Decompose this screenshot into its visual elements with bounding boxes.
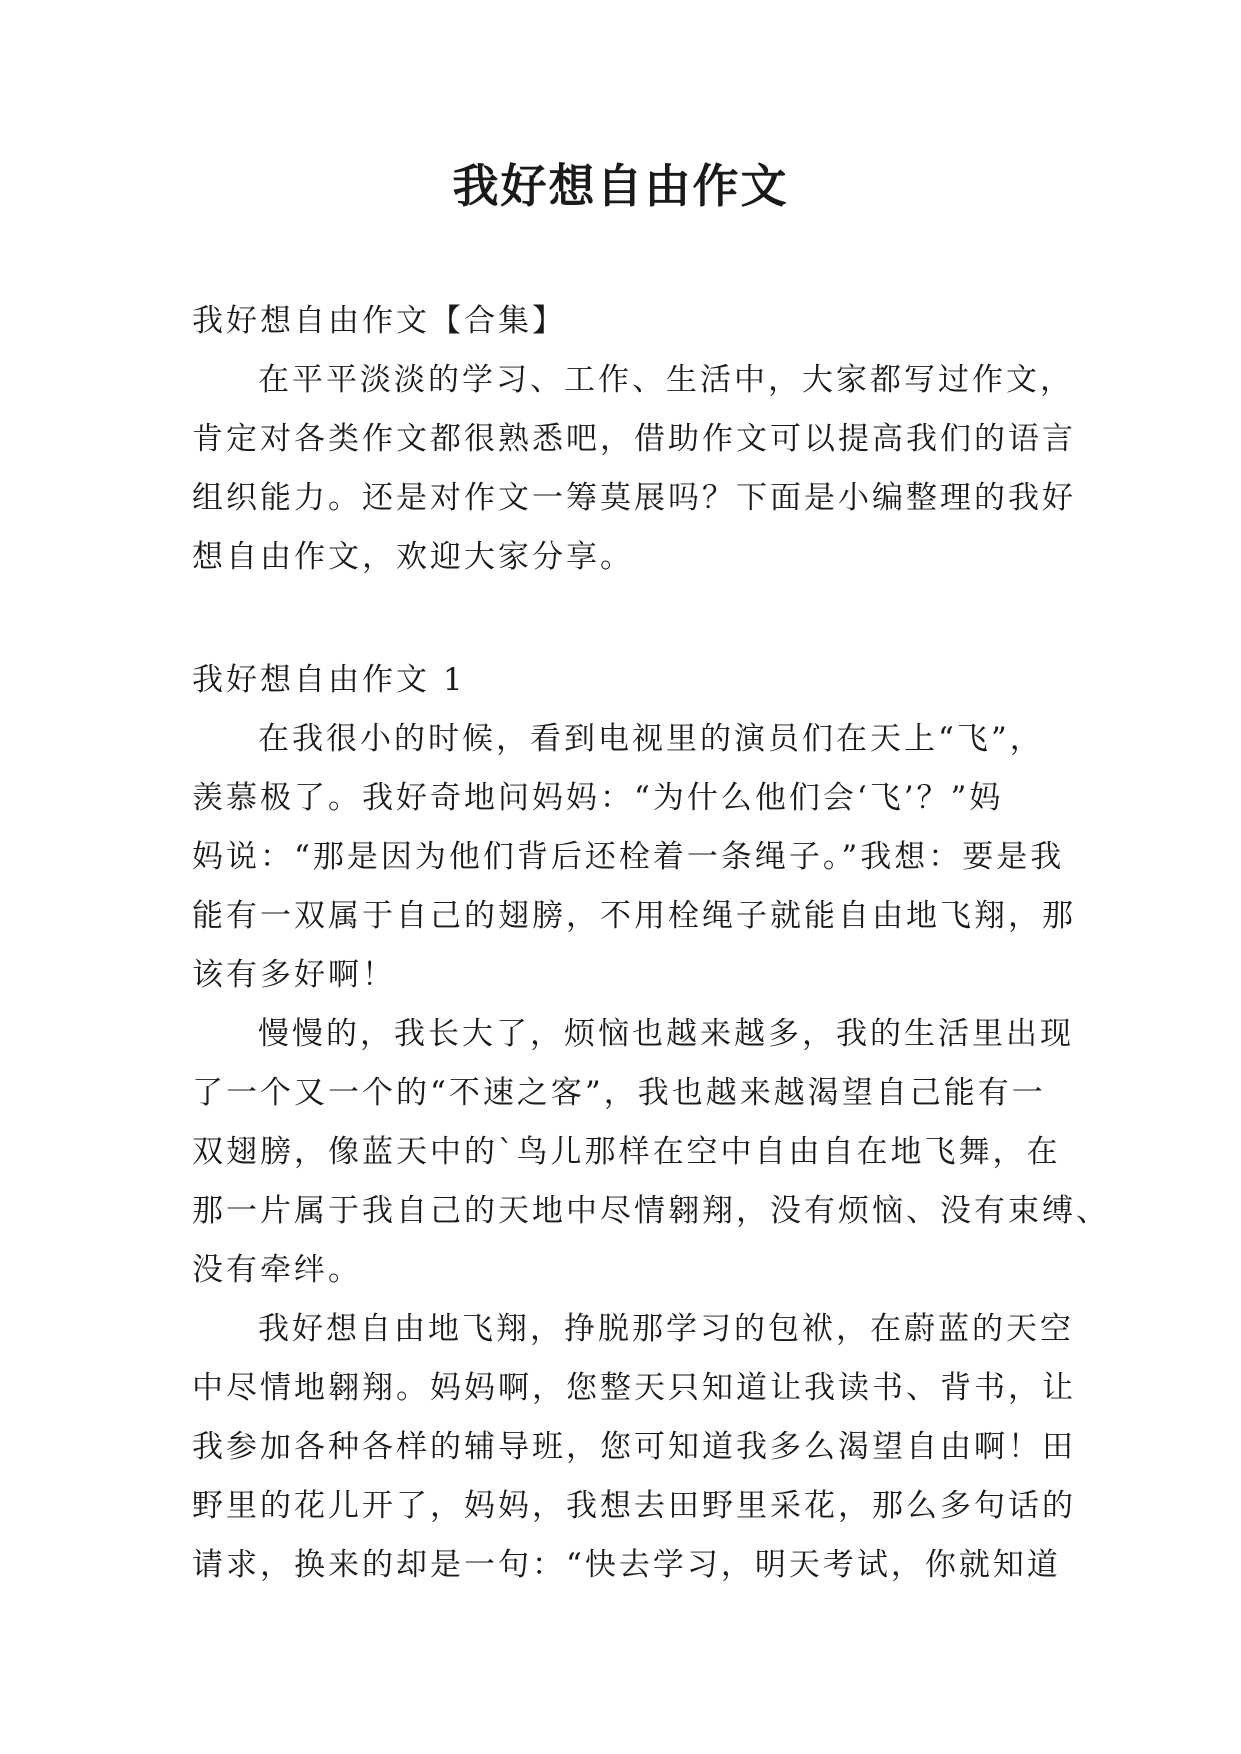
paragraph-line: 在我很小的时候，看到电视里的演员们在天上“飞”，	[258, 721, 1044, 757]
document-body	[192, 292, 1110, 1595]
intro-paragraph	[192, 351, 1076, 587]
body-paragraph-3	[192, 1300, 1076, 1595]
paragraph-line: 那一片属于我自己的天地中尽情翱翔，没有烦恼、没有束缚、	[192, 1193, 1110, 1229]
paragraph-line: 我参加各种各样的辅导班，您可知道我多么渴望自由啊！田	[192, 1429, 1076, 1465]
paragraph-line: 该有多好啊！	[192, 957, 396, 993]
paragraph-line: 没有牵绊。	[192, 1252, 362, 1288]
collection-subtitle: 我好想自由作文【合集】	[192, 303, 566, 339]
section-spacer	[192, 587, 1052, 651]
intro-line: 想自由作文，欢迎大家分享。	[192, 539, 634, 575]
section-heading: 我好想自由作文 1	[192, 662, 466, 698]
body-paragraph-2	[192, 1005, 1110, 1300]
paragraph-line: 妈说：“那是因为他们背后还栓着一条绳子。”我想：要是我	[192, 839, 1065, 875]
paragraph-line: 双翅膀，像蓝天中的`鸟儿那样在空中自由自在地飞舞，在	[192, 1134, 1061, 1170]
paragraph-line: 中尽情地翱翔。妈妈啊，您整天只知道让我读书、背书，让	[192, 1370, 1076, 1406]
body-paragraph-1	[192, 710, 1076, 1005]
paragraph-line: 羡慕极了。我好奇地问妈妈：“为什么他们会‘飞’？”妈	[192, 780, 1004, 816]
intro-line: 肯定对各类作文都很熟悉吧，借助作文可以提高我们的语言	[192, 421, 1076, 457]
intro-line: 组织能力。还是对作文一筹莫展吗？下面是小编整理的我好	[192, 480, 1076, 516]
document-title: 我好想自由作文	[452, 159, 789, 213]
intro-line: 在平平淡淡的学习、工作、生活中，大家都写过作文，	[258, 362, 1074, 398]
paragraph-line: 请求，换来的却是一句：“快去学习，明天考试，你就知道	[192, 1547, 1061, 1583]
paragraph-line: 慢慢的，我长大了，烦恼也越来越多，我的生活里出现	[258, 1016, 1074, 1052]
paragraph-line: 能有一双属于自己的翅膀，不用栓绳子就能自由地飞翔，那	[192, 898, 1076, 934]
paragraph-line: 我好想自由地飞翔，挣脱那学习的包袱，在蔚蓝的天空	[258, 1311, 1074, 1347]
paragraph-line: 野里的花儿开了，妈妈，我想去田野里采花，那么多句话的	[192, 1488, 1076, 1524]
paragraph-line: 了一个又一个的“不速之客”，我也越来越渴望自己能有一	[192, 1075, 1046, 1111]
